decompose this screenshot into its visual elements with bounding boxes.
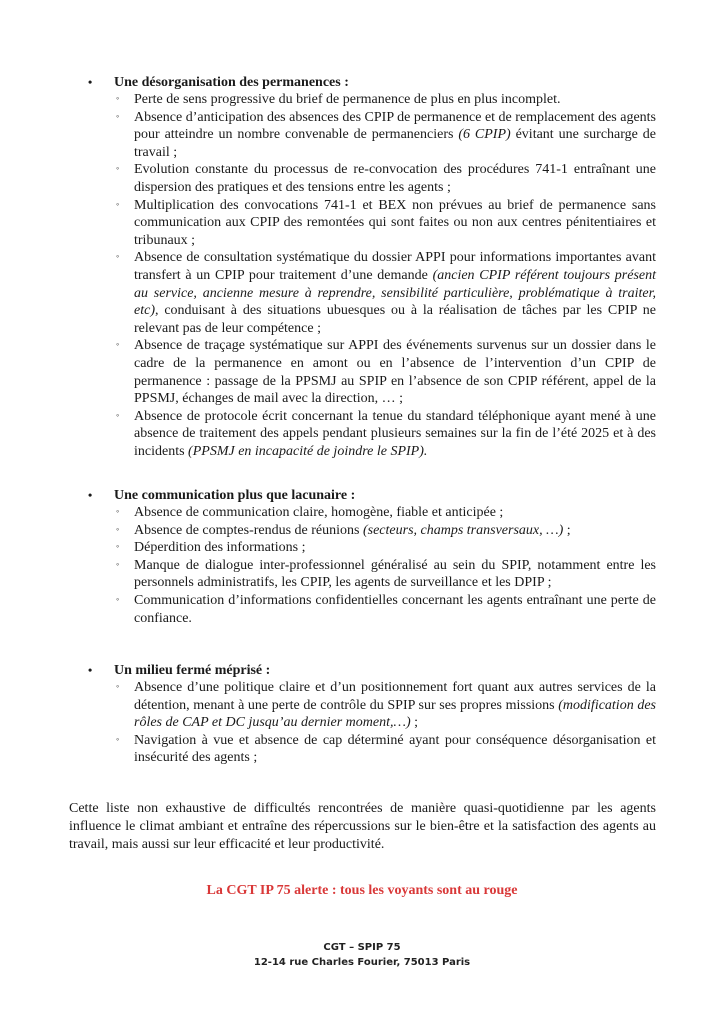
list-item [88, 732, 656, 767]
circle-bullet-icon: ◦ [116, 339, 120, 350]
list-item [88, 522, 656, 540]
italic-text: (ancien CPIP référent toujours présent au service, ancienne mesure à reprendre, sensibilité particulière, problématique à traiter, etc) [134, 267, 656, 319]
text: Communication d’informations confidentielles concernant les agents entraînant une perte de confiance. [134, 592, 656, 626]
section-title [88, 74, 656, 91]
text: Navigation à vue et absence de cap déterminé ayant pour conséquence désorganisation et insécurité des agents ; [134, 732, 656, 766]
text: Multiplication des convocations 741-1 et BEX non prévues au brief de permanence sans communication aux CPIP des remontées qui sont faites ou non aux centres pénitentiaires et tribunaux ; [134, 197, 656, 248]
circle-bullet-icon: ◦ [116, 110, 120, 121]
circle-bullet-icon: ◦ [116, 93, 120, 103]
section-permanences [88, 74, 656, 460]
alert-heading: La CGT IP 75 alerte : tous les voyants sont au rouge [206, 883, 518, 898]
section-communication [88, 487, 656, 627]
section-title-text: Une désorganisation des permanences : [114, 75, 349, 90]
list-item [88, 337, 656, 407]
list-item [88, 504, 656, 522]
text: Perte de sens progressive du brief de permanence de plus en plus incomplet. [134, 92, 561, 107]
footer-org: CGT – SPIP 75 [323, 942, 401, 953]
text: ; [563, 522, 571, 538]
text: Absence de traçage systématique sur APPI des événements survenus sur un dossier dans le cadre de la permanence en amont ou en l’absence de l’intervention d’un CPIP de permanence : passage de la PPSMJ au SPIP en l’absence de son CPIP référent, appel de la PPSMJ, échanges de mail avec la direction, … ; [134, 338, 656, 407]
section-title-text: Une communication plus que lacunaire : [114, 488, 356, 503]
text: Absence de protocole écrit concernant la tenue du standard téléphonique ayant mené à une absence de traitement des appels pendant plusieurs semaines sur la fin de l’été 2025 et à des incidents [134, 408, 656, 459]
list-item [88, 539, 656, 557]
text: Absence d’anticipation des absences des CPIP de permanence et de remplacement des agents pour atteindre un nombre convenable de permanenciers [134, 109, 656, 143]
text: Evolution constante du processus de re-convocation des procédures 741-1 entraînant une dispersion des pratiques et des tensions entre les agents ; [134, 162, 656, 195]
circle-bullet-icon: ◦ [116, 681, 120, 691]
text: Absence de comptes-rendus de réunions [134, 522, 363, 538]
bullet-icon: • [88, 663, 93, 677]
text: Absence de communication claire, homogène, fiable et anticipée ; [134, 505, 504, 520]
text: évitant une surcharge de travail ; [134, 127, 657, 160]
bullet-icon: • [88, 75, 93, 89]
list-item [88, 592, 656, 627]
list-item [88, 197, 656, 250]
list-item [88, 91, 656, 109]
circle-bullet-icon: ◦ [116, 541, 120, 552]
bullet-icon: • [88, 488, 93, 502]
circle-bullet-icon: ◦ [116, 506, 120, 516]
footer [0, 940, 724, 970]
circle-bullet-icon: ◦ [116, 523, 120, 534]
list-item [88, 161, 656, 196]
text: , conduisant à des situations ubuesques ou à la réalisation de tâches par les CPIP ne relevant pas de leur compétence ; [134, 303, 656, 336]
sub-list [88, 504, 656, 627]
italic-text: (PPSMJ en incapacité de joindre le SPIP). [188, 443, 428, 459]
section-title [88, 662, 656, 679]
circle-bullet-icon: ◦ [116, 198, 120, 209]
circle-bullet-icon: ◦ [116, 558, 120, 569]
list-item [88, 109, 656, 162]
list-item [88, 557, 656, 592]
sub-list [88, 679, 656, 767]
text: Déperdition des informations ; [134, 540, 306, 556]
italic-text: (modification des rôles de CAP et DC jusqu’au dernier moment,…) [134, 697, 656, 731]
circle-bullet-icon: ◦ [116, 251, 120, 262]
circle-bullet-icon: ◦ [116, 409, 120, 420]
list-item [88, 679, 656, 732]
circle-bullet-icon: ◦ [116, 593, 120, 604]
footer-address: 12-14 rue Charles Fourier, 75013 Paris [253, 957, 471, 968]
italic-text: (secteurs, champs transversaux, …) [362, 522, 564, 538]
italic-text: (6 CPIP) [458, 127, 511, 143]
list-item [88, 408, 656, 461]
text: Absence d’une politique claire et d’un positionnement fort quant aux autres services de la détention, menant à une perte de contrôle du SPIP sur ses propres missions [134, 680, 656, 713]
section-title [88, 487, 656, 504]
conclusion-paragraph: Cette liste non exhaustive de difficultés rencontrées de manière quasi-quotidienne par les agents influence le climat ambiant et entraîne des répercussions sur le bien-être et la satisfaction des agents au travail, mais aussi sur leur efficacité et leur productivité. [69, 801, 656, 852]
list-item [88, 249, 656, 337]
text: Manque de dialogue inter-professionnel généralisé au sein du SPIP, notamment entre les personnels administratifs, les CPIP, les agents de surveillance et les DPIP ; [134, 557, 656, 591]
section-milieu-ferme [88, 662, 656, 767]
text: Absence de consultation systématique du dossier APPI pour informations importantes avant transfert à un CPIP pour traitement d’une demande [134, 250, 656, 283]
section-title-text: Un milieu fermé méprisé : [114, 663, 271, 678]
circle-bullet-icon: ◦ [116, 733, 120, 744]
circle-bullet-icon: ◦ [116, 163, 120, 174]
sub-list [88, 91, 656, 460]
text: ; [410, 715, 418, 731]
